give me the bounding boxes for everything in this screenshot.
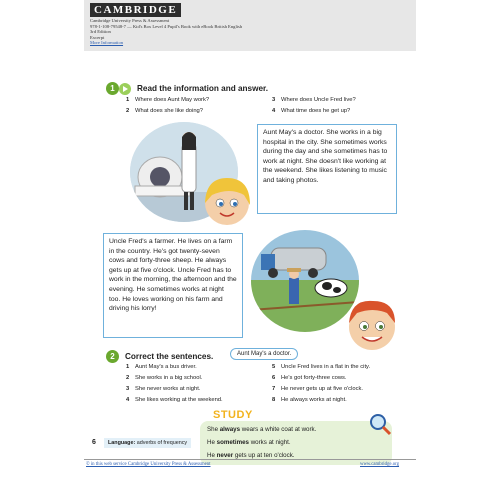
sentence-item: 1 Aunt May's a bus driver. <box>126 364 197 370</box>
study-line: She always wears a white coat at work. <box>207 426 317 433</box>
footer-divider <box>84 459 416 460</box>
sentence-item: 2 She works in a big school. <box>126 375 203 381</box>
more-information-link[interactable]: More Information <box>90 40 124 46</box>
page-number: 6 <box>92 439 96 446</box>
example-speech-bubble: Aunt May's a doctor. <box>230 348 298 360</box>
magnifying-glass-icon <box>368 412 392 436</box>
excerpt-text: Excerpt <box>90 34 105 40</box>
audio-play-icon[interactable] <box>119 83 131 95</box>
girl-avatar <box>200 173 255 228</box>
question-item: 1 Where does Aunt May work? <box>126 97 210 103</box>
sentence-item: 7 He never gets up at five o'clock. <box>272 386 363 392</box>
blonde-girl-icon <box>200 173 255 228</box>
aunt-may-text: Aunt May's a doctor. She works in a big hospital in the city. She sometimes works during the day and she sometimes has to work at night. She doesn't like working at the weekend. She likes listening to music and taking photos. <box>257 124 397 214</box>
sentence-item: 8 He always works at night. <box>272 397 347 403</box>
red-haired-boy-icon <box>343 295 401 353</box>
brand-logo: CAMBRIDGE <box>90 3 181 17</box>
exercise-2-number: 2 <box>106 350 119 363</box>
sentence-item: 6 He's got forty-three cows. <box>272 375 347 381</box>
publisher-text: Cambridge University Press & Assessment <box>90 18 170 23</box>
boy-avatar <box>343 295 401 353</box>
sentence-item: 3 She never works at night. <box>126 386 201 392</box>
exercise-1-title: Read the information and answer. <box>137 84 269 93</box>
exercise-1-number: 1 <box>106 82 119 95</box>
sentence-item: 5 Uncle Fred lives in a flat in the city. <box>272 364 371 370</box>
question-item: 4 What time does he get up? <box>272 108 351 114</box>
website-link[interactable]: www.cambridge.org <box>360 462 400 467</box>
isbn-title: 978-1-108-79548-7 — Kid's Box Level 4 Pupil's Book with eBook British English <box>90 23 243 29</box>
question-item: 2 What does she like doing? <box>126 108 203 114</box>
uncle-fred-text: Uncle Fred's a farmer. He lives on a farm in the country. He's got twenty-seven cows and forty-three sheep. He always gets up at five o'clock. Uncle Fred has to work in the morning, the afternoon and the evening. He sometimes works at night too. He loves working on his farm and driving his lorry! <box>103 233 243 338</box>
language-focus: Language: adverbs of frequency <box>104 438 191 448</box>
exercise-2-title: Correct the sentences. <box>125 352 214 361</box>
sentence-item: 4 She likes working at the weekend. <box>126 397 223 403</box>
copyright-link[interactable]: © in this web service Cambridge University Press & Assessment <box>86 462 211 467</box>
study-line: He sometimes works at night. <box>207 439 291 446</box>
book-metadata <box>90 18 242 46</box>
study-line: He never gets up at ten o'clock. <box>207 452 295 459</box>
study-title: STUDY <box>213 409 253 421</box>
question-item: 3 Where does Uncle Fred live? <box>272 97 356 103</box>
edition-text: 3rd Edition <box>90 29 111 35</box>
